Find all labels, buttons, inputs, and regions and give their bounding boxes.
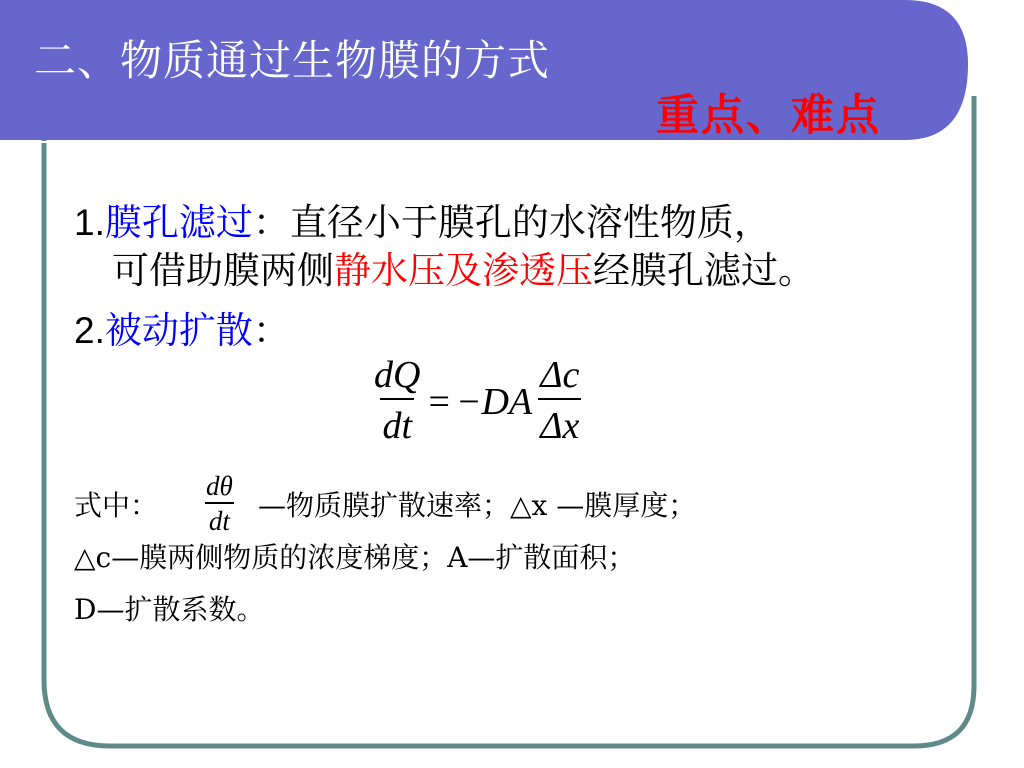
item-1-number: 1. — [74, 202, 105, 243]
rhs-fraction — [538, 352, 581, 452]
item-1-text-a: 直径小于膜孔的水溶性物质， — [289, 201, 771, 244]
lhs-fraction — [372, 352, 422, 452]
equals-sign: = — [428, 381, 450, 423]
item-1-text-b-prefix: 可借助膜两侧 — [112, 249, 334, 292]
rate-fraction — [202, 470, 237, 538]
item-2-number: 2. — [74, 310, 105, 351]
legend-lead: 式中： — [74, 489, 159, 522]
item-1-line-2 — [112, 240, 815, 294]
item-2-term: 被动扩散 — [104, 309, 253, 352]
item-1-text-b-suffix: 经膜孔滤过。 — [593, 249, 815, 292]
diffusion-formula — [372, 352, 581, 452]
rhs-numerator: Δc — [540, 354, 580, 396]
item-1-highlight: 静水压及渗透压 — [334, 249, 593, 292]
coefficient: −DA — [455, 381, 533, 423]
rate-numerator: dθ — [206, 471, 233, 501]
item-1-term: 膜孔滤过 — [104, 201, 253, 244]
rhs-denominator: Δx — [538, 398, 581, 452]
slide-title: 二、物质通过生物膜的方式 — [34, 36, 551, 85]
legend-line-1: —物质膜扩散速率；△x —膜厚度； — [258, 489, 697, 522]
key-points-label: 重点、难点 — [656, 91, 881, 141]
lhs-numerator: dQ — [374, 354, 421, 396]
item-1-colon: ： — [252, 201, 290, 244]
item-2-line — [74, 300, 290, 354]
item-1-line-1 — [74, 192, 771, 246]
item-2-colon: ： — [252, 309, 290, 352]
lhs-denominator: dt — [380, 398, 414, 452]
legend-line-3: D—扩散系数。 — [74, 593, 265, 626]
rate-denominator: dt — [205, 502, 234, 538]
legend-line-2: △c—膜两侧物质的浓度梯度；A—扩散面积； — [74, 541, 636, 574]
